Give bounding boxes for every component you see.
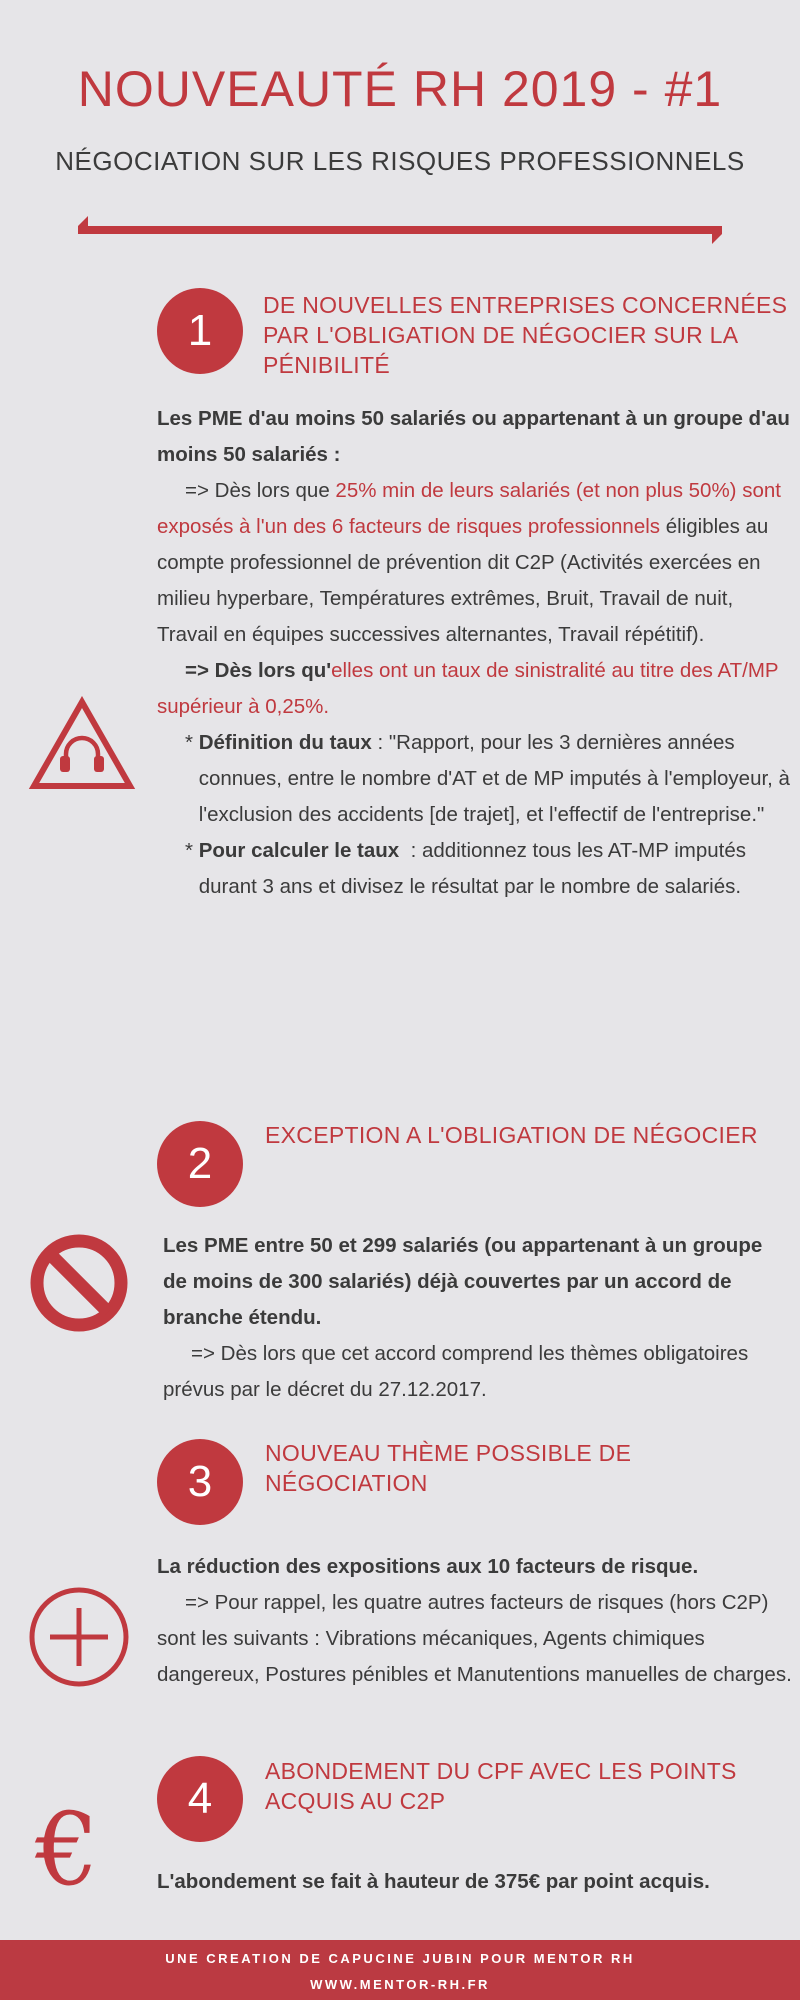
footer-credit: UNE CREATION DE CAPUCINE JUBIN POUR MENTOR RH bbox=[165, 1951, 635, 1966]
section-3-number: 3 bbox=[157, 1439, 243, 1525]
section-3-paragraph-1: => Pour rappel, les quatre autres facteurs de risques (hors C2P) sont les suivants : Vibrations mécaniques, Agents chimiques dangereux, Postures pénibles et Manutentions manuelles de charges. bbox=[157, 1591, 792, 1686]
section-2-title: EXCEPTION A L'OBLIGATION DE NÉGOCIER bbox=[265, 1122, 758, 1148]
section-4-number: 4 bbox=[157, 1756, 243, 1842]
headphones-warning-icon bbox=[28, 696, 136, 792]
section-1-highlight-1: 25% min de leurs salariés (et non plus 50%) sont exposés à l'un des 6 facteurs de risques professionnels bbox=[157, 479, 781, 538]
section-3-title: NOUVEAU THÈME POSSIBLE DE NÉGOCIATION bbox=[265, 1440, 632, 1496]
section-1-paragraph-1: => Dès lors que 25% min de leurs salariés (et non plus 50%) sont exposés à l'un des 6 facteurs de risques professionnels éligibles au compte professionnel de prévention dit C2P (Activités exercées en milieu hyperbare, Températures extrêmes, Bruit, Travail de nuit, Travail en équipes successives alternantes, Travail répétitif). bbox=[157, 479, 781, 646]
section-2-number: 2 bbox=[157, 1121, 243, 1207]
section-1-paragraph-2: => Dès lors qu'elles ont un taux de sinistralité au titre des AT/MP supérieur à 0,25%. bbox=[157, 659, 779, 718]
section-3-intro: La réduction des expositions aux 10 facteurs de risque. bbox=[157, 1555, 699, 1578]
calcul-taux: * Pour calculer le taux : additionnez tous les AT-MP imputés durant 3 ans et divisez le résultat par le nombre de salariés. bbox=[185, 839, 752, 898]
plus-circle-icon bbox=[28, 1586, 130, 1688]
section-3-body bbox=[157, 1549, 792, 1693]
arrow-divider bbox=[78, 210, 722, 250]
section-1-highlight-2: elles ont un taux de sinistralité au titre des AT/MP supérieur à 0,25%. bbox=[157, 659, 779, 718]
section-4-title: ABONDEMENT DU CPF AVEC LES POINTS ACQUIS AU C2P bbox=[265, 1758, 737, 1814]
prohibited-icon bbox=[28, 1232, 130, 1334]
section-4-body bbox=[157, 1864, 797, 1900]
section-2-paragraph-1: => Dès lors que cet accord comprend les thèmes obligatoires prévus par le décret du 27.12.2017. bbox=[163, 1342, 749, 1401]
section-1-body bbox=[157, 401, 792, 905]
section-4-intro: L'abondement se fait à hauteur de 375€ par point acquis. bbox=[157, 1870, 710, 1893]
definition-taux: * Définition du taux : "Rapport, pour les 3 dernières années connues, entre le nombre d'AT et de MP imputés à l'employeur, à l'exclusion des accidents [de trajet], et l'effectif de l'entreprise." * Pour calculer le taux : additionnez tous les AT-MP imputés durant 3 ans et divisez le résultat par le nombre de salariés. bbox=[157, 725, 792, 905]
section-2-intro: Les PME entre 50 et 299 salariés (ou appartenant à un groupe de moins de 300 salariés) déjà couvertes par un accord de branche étendu. bbox=[163, 1234, 763, 1329]
section-1-intro: Les PME d'au moins 50 salariés ou appartenant à un groupe d'au moins 50 salariés : bbox=[157, 407, 790, 466]
page-title: NOUVEAUTÉ RH 2019 - #1 bbox=[77, 61, 723, 117]
footer bbox=[0, 1940, 800, 2000]
footer-website-link[interactable]: WWW.MENTOR-RH.FR bbox=[310, 1977, 490, 1992]
euro-icon: € bbox=[35, 1791, 99, 1908]
page-subtitle: NÉGOCIATION SUR LES RISQUES PROFESSIONNELS bbox=[55, 146, 745, 176]
section-1-title: DE NOUVELLES ENTREPRISES CONCERNÉES PAR L'OBLIGATION DE NÉGOCIER SUR LA PÉNIBILITÉ bbox=[263, 292, 788, 378]
section-2-body bbox=[163, 1228, 788, 1408]
section-1-number: 1 bbox=[157, 288, 243, 374]
